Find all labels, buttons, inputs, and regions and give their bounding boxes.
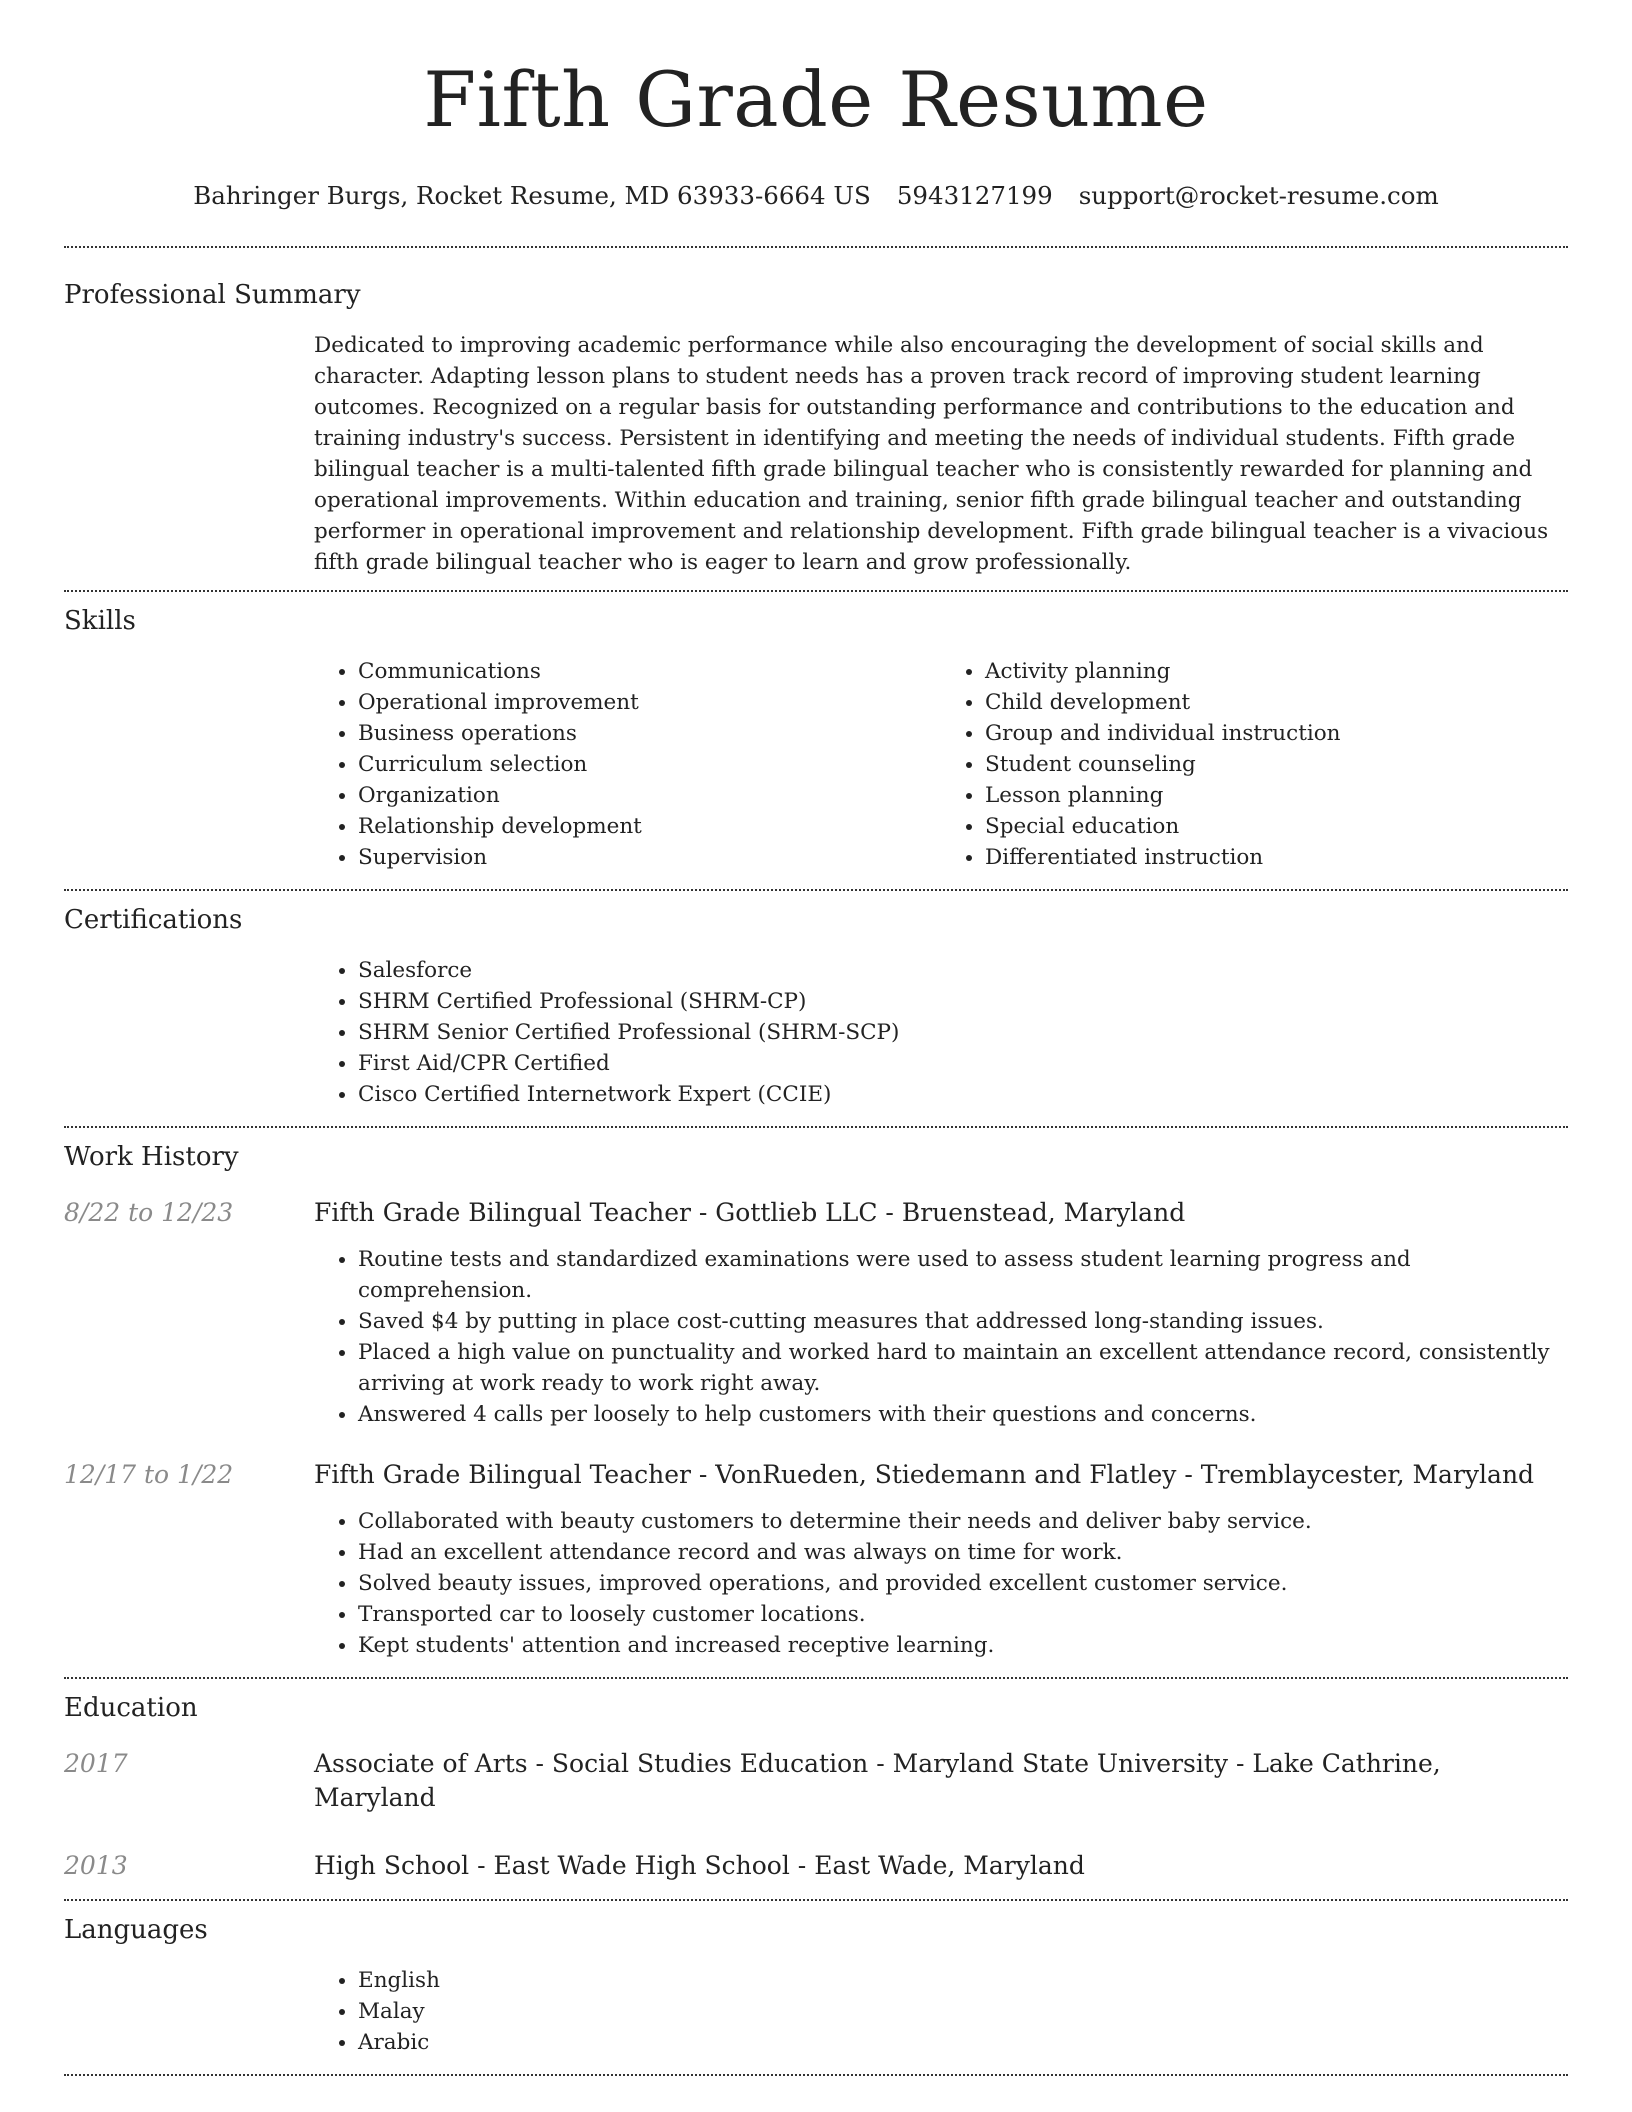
skills-list-right — [941, 656, 1568, 873]
skill-item: • Group and individual instruction — [985, 718, 1568, 749]
job-bullet: • Collaborated with beauty customers to determine their needs and deliver baby service. — [358, 1506, 1568, 1537]
job-bullet: • Answered 4 calls per loosely to help customers with their questions and concerns. — [358, 1399, 1568, 1430]
section-heading-summary: Professional Summary — [64, 280, 361, 310]
contact-line — [64, 180, 1568, 212]
skill-item: • Operational improvement — [358, 687, 941, 718]
job-bullets — [314, 1506, 1568, 1661]
job-bullet: • Had an excellent attendance record and was always on time for work. — [358, 1537, 1568, 1568]
job-bullet: • Saved $4 by putting in place cost-cutting measures that addressed long-standing issues. — [358, 1306, 1568, 1337]
skill-item: • Child development — [985, 687, 1568, 718]
education-entry — [64, 1849, 1568, 1883]
education-entry — [64, 1747, 1568, 1815]
skill-item: • Special education — [985, 811, 1568, 842]
education-section — [64, 1679, 1568, 1883]
resume-header — [64, 0, 1568, 212]
education-degree: High School — [314, 1851, 470, 1880]
job-dates: 8/22 to 12/23 — [64, 1198, 234, 1227]
certification-item: • SHRM Certified Professional (SHRM-CP) — [358, 986, 1568, 1017]
contact-email: support@rocket-resume.com — [1078, 181, 1439, 210]
job-dates: 12/17 to 1/22 — [64, 1460, 234, 1489]
section-heading-languages: Languages — [64, 1915, 208, 1945]
job-heading — [314, 1196, 1185, 1230]
certifications-list — [314, 955, 1568, 1110]
job-employer: - Gottlieb LLC - Bruenstead, Maryland — [690, 1198, 1186, 1227]
contact-address: Bahringer Burgs, Rocket Resume, MD 63933-6664 US — [193, 181, 871, 210]
certification-item: • SHRM Senior Certified Professional (SHRM-SCP) — [358, 1017, 1568, 1048]
job-entry — [64, 1458, 1568, 1661]
skill-item: • Relationship development — [358, 811, 941, 842]
language-item: • Arabic — [358, 2027, 1568, 2058]
skill-item: • Supervision — [358, 842, 941, 873]
skills-section — [64, 592, 1568, 873]
certification-item: • Salesforce — [358, 955, 1568, 986]
skill-item: • Differentiated instruction — [985, 842, 1568, 873]
contact-phone: 5943127199 — [896, 181, 1053, 210]
job-title: Fifth Grade Bilingual Teacher — [314, 1460, 691, 1489]
skill-item: • Business operations — [358, 718, 941, 749]
section-divider — [64, 2074, 1568, 2076]
section-heading-work-history: Work History — [64, 1142, 239, 1172]
language-item: • English — [358, 1965, 1568, 1996]
certifications-section — [64, 891, 1568, 1110]
language-item: • Malay — [358, 1996, 1568, 2027]
languages-section — [64, 1901, 1568, 2058]
job-bullet: • Solved beauty issues, improved operations, and provided excellent customer service. — [358, 1568, 1568, 1599]
education-heading — [314, 1747, 1568, 1815]
certification-item: • Cisco Certified Internetwork Expert (CCIE) — [358, 1079, 1568, 1110]
skill-item: • Curriculum selection — [358, 749, 941, 780]
resume-title: Fifth Grade Resume — [423, 55, 1209, 144]
education-year: 2017 — [64, 1749, 128, 1778]
job-entry — [64, 1196, 1568, 1430]
job-bullet: • Routine tests and standardized examinations were used to assess student learning progress and comprehension. — [358, 1244, 1568, 1306]
skill-item: • Lesson planning — [985, 780, 1568, 811]
job-heading — [314, 1458, 1534, 1492]
job-bullet: • Placed a high value on punctuality and worked hard to maintain an excellent attendance record, consistently arriving at work ready to work right away. — [358, 1337, 1568, 1399]
education-school: - Maryland State University - Lake Cathrine, Maryland — [314, 1749, 1441, 1812]
summary-section — [64, 248, 1568, 578]
section-heading-certifications: Certifications — [64, 905, 243, 935]
education-heading — [314, 1849, 1085, 1883]
summary-text: Dedicated to improving academic performance while also encouraging the development of social skills and character. Adapting lesson plans to student needs has a proven track record of improving student learning outcomes. Recognized on a regular basis for outstanding performance and contributions to the education and training industry's success. Persistent in identifying and meeting the needs of individual students. Fifth grade bilingual teacher is a multi-talented fifth grade bilingual teacher who is consistently rewarded for planning and operational improvements. Within education and training, senior fifth grade bilingual teacher and outstanding performer in operational improvement and relationship development. Fifth grade bilingual teacher is a vivacious fifth grade bilingual teacher who is eager to learn and grow professionally. — [314, 333, 1549, 575]
job-employer: - VonRueden, Stiedemann and Flatley - Tremblaycester, Maryland — [690, 1460, 1535, 1489]
skills-list-left — [314, 656, 941, 873]
education-year: 2013 — [64, 1851, 128, 1880]
job-bullet: • Kept students' attention and increased receptive learning. — [358, 1630, 1568, 1661]
skill-item: • Activity planning — [985, 656, 1568, 687]
work-history-section — [64, 1128, 1568, 1661]
section-heading-skills: Skills — [64, 606, 136, 636]
skill-item: • Organization — [358, 780, 941, 811]
skill-item: • Communications — [358, 656, 941, 687]
job-title: Fifth Grade Bilingual Teacher — [314, 1198, 691, 1227]
languages-list — [314, 1965, 1568, 2058]
job-bullet: • Transported car to loosely customer locations. — [358, 1599, 1568, 1630]
skill-item: • Student counseling — [985, 749, 1568, 780]
certification-item: • First Aid/CPR Certified — [358, 1048, 1568, 1079]
education-degree: Associate of Arts - Social Studies Education — [314, 1749, 869, 1778]
education-school: - East Wade High School - East Wade, Maryland — [469, 1851, 1085, 1880]
job-bullets — [314, 1244, 1568, 1430]
section-heading-education: Education — [64, 1693, 198, 1723]
